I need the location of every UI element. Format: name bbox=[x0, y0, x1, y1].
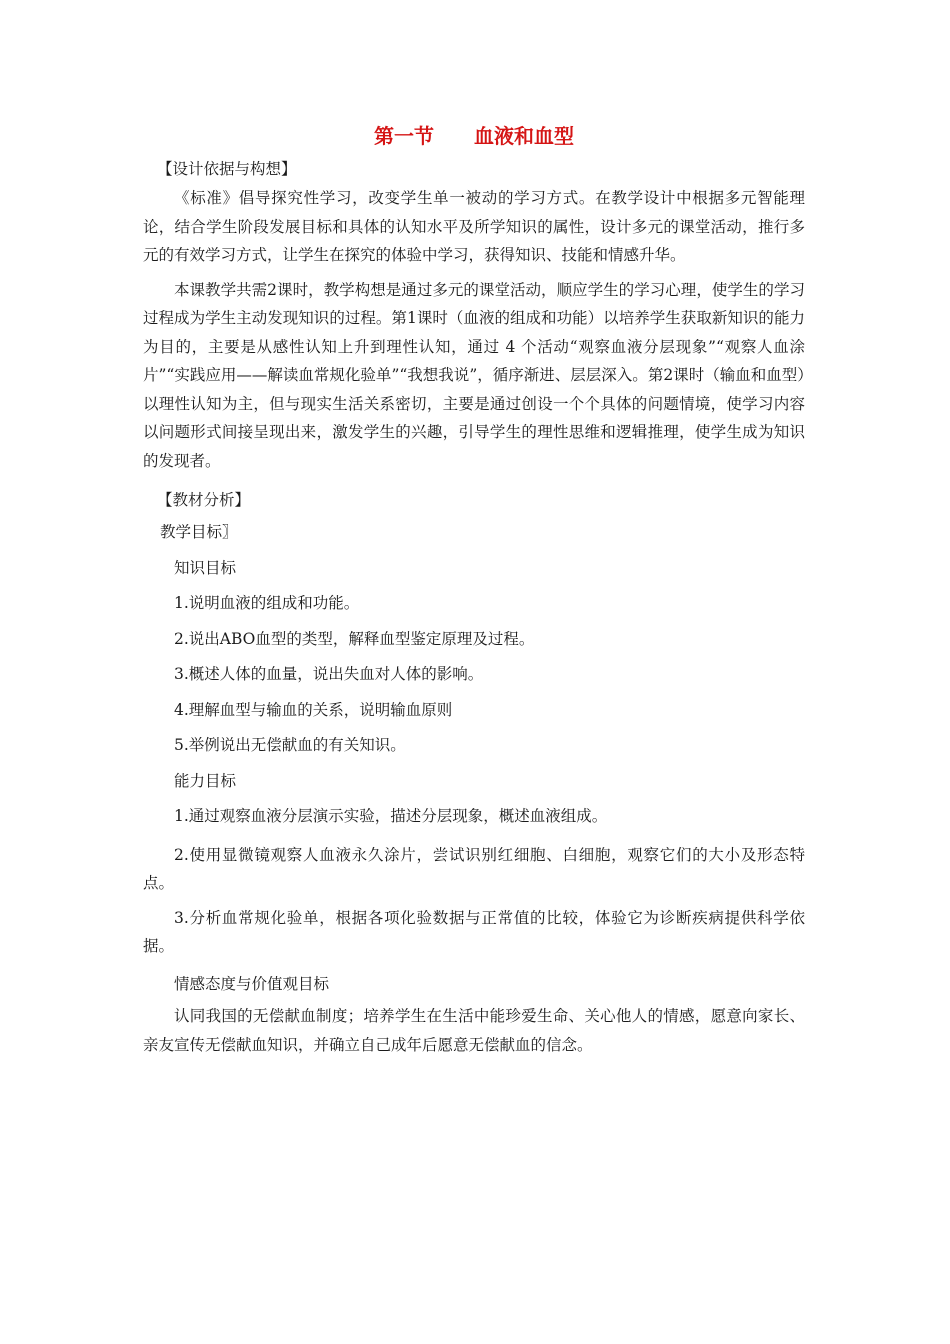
knowledge-item-2: 2.说出ABO血型的类型，解释血型鉴定原理及过程。 bbox=[174, 629, 535, 648]
knowledge-item-1: 1.说明血液的组成和功能。 bbox=[174, 594, 360, 612]
ability-item-2: 2.使用显微镜观察人血液永久涂片，尝试识别红细胞、白细胞，观察它们的大小及形态特点。 bbox=[143, 845, 805, 892]
document-content bbox=[143, 118, 805, 1059]
section-heading-design: 【设计依据与构想】 bbox=[157, 160, 297, 178]
section-heading-material: 【教材分析】 bbox=[157, 491, 251, 509]
paragraph-design-2: 本课教学共需2课时，教学构想是通过多元的课堂活动，顺应学生的学习心理，使学生的学习过程成为学生主动发现知识的过程。第1课时（血液的组成和功能）以培养学生获取新知识的能力为目的，主要是从感性认知上升到理性认知，通过 4 个活动“观察血液分层现象”“观察人血涂片”“实践应用——解读血常规化验单”“我想我说”，循序渐进、层层深入。第2课时（输血和血型）以理性认知为主，但与现实生活关系密切，主要是通过创设一个个具体的问题情境，使学习内容以问题形式间接呈现出来，激发学生的兴趣，引导学生的理性思维和逻辑推理，使学生成为知识的发现者。 bbox=[143, 280, 805, 470]
knowledge-goals-label: 知识目标 bbox=[174, 558, 237, 577]
ability-item-1: 1.通过观察血液分层演示实验，描述分层现象，概述血液组成。 bbox=[174, 807, 608, 825]
knowledge-item-4: 4.理解血型与输血的关系，说明输血原则 bbox=[174, 700, 453, 719]
ability-goals-label: 能力目标 bbox=[174, 771, 237, 790]
emotion-paragraph: 认同我国的无偿献血制度；培养学生在生活中能珍爱生命、关心他人的情感，愿意向家长、亲友宣传无偿献血知识，并确立自己成年后愿意无偿献血的信念。 bbox=[143, 1007, 805, 1054]
emotion-goals-label: 情感态度与价值观目标 bbox=[174, 974, 330, 993]
knowledge-item-3: 3.概述人体的血量，说出失血对人体的影响。 bbox=[174, 665, 484, 683]
page-title: 第一节 血液和血型 bbox=[374, 124, 574, 148]
teaching-goals-label: 教学目标〗 bbox=[160, 523, 238, 541]
paragraph-design-1: 《标准》倡导探究性学习，改变学生单一被动的学习方式。在教学设计中根据多元智能理论，结合学生阶段发展目标和具体的认知水平及所学知识的属性，设计多元的课堂活动，推行多元的有效学习方式，让学生在探究的体验中学习，获得知识、技能和情感升华。 bbox=[143, 189, 805, 264]
knowledge-item-5: 5.举例说出无偿献血的有关知识。 bbox=[174, 736, 406, 754]
ability-item-3: 3.分析血常规化验单，根据各项化验数据与正常值的比较，体验它为诊断疾病提供科学依据。 bbox=[143, 908, 805, 955]
